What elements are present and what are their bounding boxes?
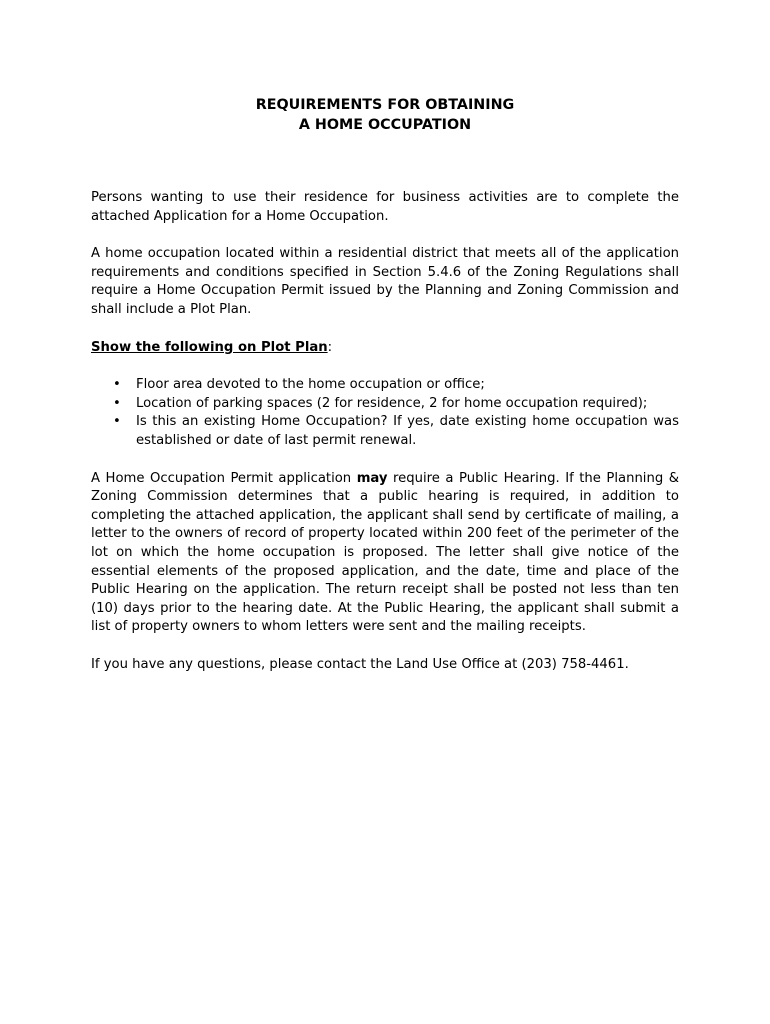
- list-item-text: Location of parking spaces (2 for residence, 2 for home occupation required);: [136, 395, 648, 411]
- list-item-text: Is this an existing Home Occupation? If yes, date existing home occupation was established or date of last permit renewal.: [136, 414, 679, 448]
- plot-plan-heading: [91, 339, 679, 358]
- public-hearing-paragraph: [91, 470, 679, 637]
- page-title: [91, 95, 679, 135]
- bullet-icon: •: [113, 395, 121, 411]
- title-line-1: REQUIREMENTS FOR OBTAINING: [255, 97, 515, 113]
- hearing-emphasis: may: [356, 470, 388, 486]
- list-item: [91, 413, 679, 450]
- contact-paragraph: If you have any questions, please contact the Land Use Office at (203) 758-4461.: [91, 656, 629, 672]
- plot-plan-list: [91, 376, 679, 450]
- bullet-icon: •: [113, 414, 121, 430]
- title-line-2: A HOME OCCUPATION: [298, 117, 472, 133]
- list-item: [91, 376, 679, 395]
- hearing-text-part-1: A Home Occupation Permit application: [91, 470, 357, 486]
- list-item: [91, 395, 679, 414]
- document-body: [91, 95, 679, 674]
- requirements-paragraph: A home occupation located within a residential district that meets all of the application requirements and conditions specified in Section 5.4.6 of the Zoning Regulations shall require a Home Occupation Permit issued by the Planning and Zoning Commission and shall include a Plot Plan.: [91, 246, 679, 317]
- list-item-text: Floor area devoted to the home occupation or office;: [136, 377, 485, 393]
- plot-plan-heading-colon: :: [327, 339, 333, 355]
- hearing-text-part-2: require a Public Hearing. If the Planning & Zoning Commission determines that a public hearing is required, in addition to completing the attached application, the applicant shall send by certificate of mailing, a letter to the owners of record of property located within 200 feet of the perimeter of the lot on which the home occupation is proposed. The letter shall give notice of the essential elements of the proposed application, and the date, time and place of the Public Hearing on the application. The return receipt shall be posted not less than ten (10) days prior to the hearing date. At the Public Hearing, the applicant shall submit a list of property owners to whom letters were sent and the mailing receipts.: [91, 470, 679, 635]
- intro-paragraph: Persons wanting to use their residence for business activities are to complete the attached Application for a Home Occupation.: [91, 190, 679, 224]
- bullet-icon: •: [113, 377, 121, 393]
- plot-plan-heading-text: Show the following on Plot Plan: [91, 339, 328, 355]
